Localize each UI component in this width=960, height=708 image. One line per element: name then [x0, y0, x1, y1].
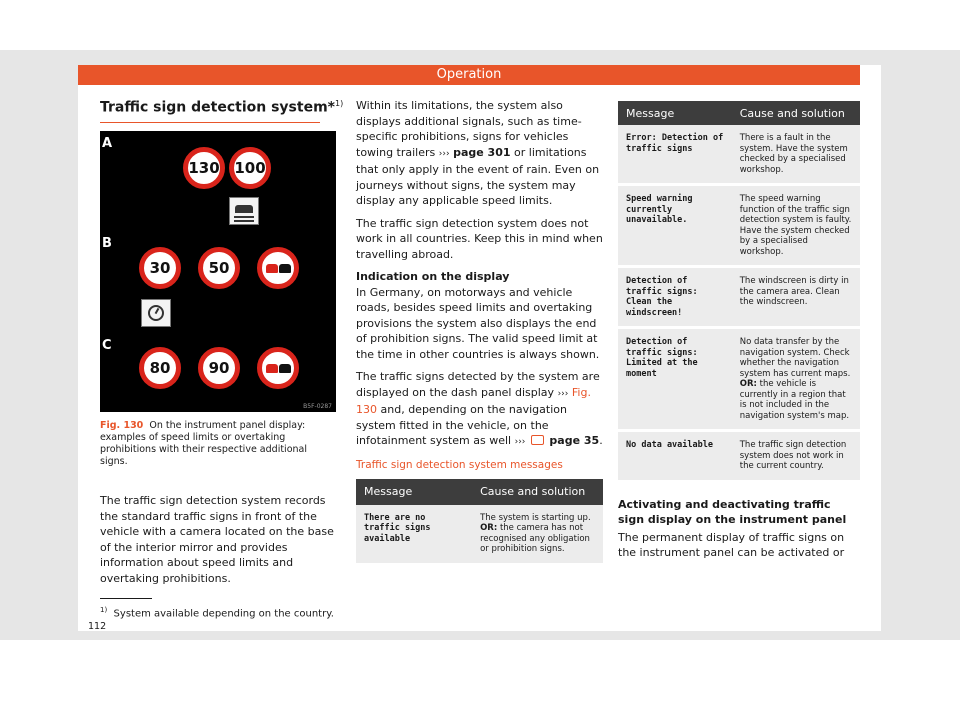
figure-link[interactable]: Fig. 130 [356, 385, 591, 416]
footnote-divider [100, 598, 152, 599]
section-header: Operation [78, 65, 860, 85]
title-underline [100, 122, 320, 123]
solution-cell: The traffic sign detection system does not work in the current country. [732, 431, 860, 482]
text: the vehicle is currently in a region that is not included in the navigation system's map. [739, 379, 850, 421]
subheading: Indication on the display [356, 270, 510, 283]
text: and, depending on the navigation system fitted in the vehicle, on the infotainment system as well [356, 403, 567, 447]
table-row [618, 267, 860, 328]
speed-limit-sign: 50 [198, 247, 240, 289]
text: the camera has not recognised any obligation or prohibition signs. [480, 523, 590, 554]
message-cell: There are no traffic signs available [356, 505, 472, 565]
figure-caption [100, 420, 336, 468]
solution-cell: The speed warning function of the traffic sign detection system is faulty. Have the system checked by a specialised workshop. [732, 185, 860, 267]
solution-cell [472, 505, 603, 565]
footnote-mark: 1) [100, 606, 108, 614]
xref-arrow: ››› [514, 437, 526, 447]
solution-cell: There is a fault in the system. Have the system checked by a specialised workshop. [732, 125, 860, 185]
figure-code: B5F-0287 [303, 403, 332, 410]
panel-letter-b: B [102, 236, 112, 251]
text: The system is starting up. [480, 512, 591, 523]
text: No data transfer by the navigation system. Check whether the navigation system has current maps. [739, 337, 851, 379]
column-header: Cause and solution [732, 101, 860, 125]
message-cell: Error: Detection of traffic signs [618, 125, 732, 185]
figure-130 [100, 131, 336, 412]
wet-road-icon [229, 197, 259, 225]
or-label: OR: [739, 379, 757, 389]
panel-letter-c: C [102, 338, 112, 353]
table-header-row [356, 479, 603, 505]
column-3 [618, 101, 860, 561]
page-link[interactable]: page 301 [453, 145, 511, 159]
panel-letter-a: A [102, 136, 113, 151]
column-header: Message [618, 101, 732, 125]
section-title-text: Traffic sign detection system* [100, 99, 335, 116]
speed-limit-sign: 30 [139, 247, 181, 289]
footnote [100, 606, 334, 619]
section-title [100, 99, 343, 116]
paragraph: The traffic sign detection system does not work in all countries. Keep this in mind when travelling abroad. [356, 216, 603, 261]
column-header: Cause and solution [472, 479, 603, 505]
intro-paragraph: The traffic sign detection system records the standard traffic signs in front of the vehicle with a camera located on the base of the interior mirror and provides information about speed limits and overtaking prohibitions. [100, 494, 334, 585]
solution-cell [732, 328, 860, 431]
text: Within its limitations, the system also displays additional signals, such as time-specific prohibitions, signs for vehicles towing trailers [356, 99, 582, 159]
speed-limit-sign: 100 [229, 147, 271, 189]
message-cell: Detection of traffic signs: Clean the windscreen! [618, 267, 732, 328]
text: The traffic signs detected by the system are displayed on the dash panel display [356, 370, 600, 399]
column-2 [356, 98, 603, 566]
paragraph: The permanent display of traffic signs on the instrument panel can be activated or [618, 530, 845, 559]
page-link[interactable]: page 35 [549, 434, 600, 447]
paragraph: In Germany, on motorways and vehicle roads, besides speed limits and overtaking provisions the system also displays the end of prohibition signs. The valid speed limit at the time in other countries is always shown. [356, 285, 600, 361]
xref-arrow: ››› [438, 148, 450, 159]
messages-table [356, 479, 603, 566]
table-title: Traffic sign detection system messages [356, 458, 563, 471]
subheading: Activating and deactivating traffic sign display on the instrument panel [618, 497, 847, 526]
text: . [599, 434, 603, 447]
table-row [618, 328, 860, 431]
clock-icon [141, 299, 171, 327]
page-number: 112 [88, 621, 107, 632]
messages-table-continued [618, 101, 860, 483]
speed-limit-sign: 90 [198, 347, 240, 389]
or-label: OR: [480, 523, 498, 533]
table-header-row [618, 101, 860, 125]
no-overtaking-icon [257, 347, 299, 389]
text: or limitations that only apply in the event of rain. Even on journeys without signs, the system may display any applicable speed limits. [356, 145, 600, 207]
speed-limit-sign: 130 [183, 147, 225, 189]
figure-label: Fig. 130 [100, 420, 144, 431]
figure-caption-text: On the instrument panel display: examples of speed limits or overtaking prohibitions with their respective additional signs. [100, 420, 307, 467]
table-row [618, 185, 860, 267]
no-overtaking-icon [257, 247, 299, 289]
message-cell: Detection of traffic signs: Limited at the moment [618, 328, 732, 431]
message-cell: Speed warning currently unavailable. [618, 185, 732, 267]
table-row [356, 505, 603, 565]
footnote-ref: 1) [335, 99, 344, 108]
paragraph [356, 369, 603, 451]
message-cell: No data available [618, 431, 732, 482]
solution-cell: The windscreen is dirty in the camera area. Clean the windscreen. [732, 267, 860, 328]
speed-limit-sign: 80 [139, 347, 181, 389]
table-row [618, 431, 860, 482]
column-header: Message [356, 479, 472, 505]
book-icon [531, 435, 544, 445]
paragraph [356, 98, 603, 209]
table-row [618, 125, 860, 185]
xref-arrow: ››› [557, 388, 569, 399]
footnote-text: System available depending on the country. [113, 608, 334, 620]
